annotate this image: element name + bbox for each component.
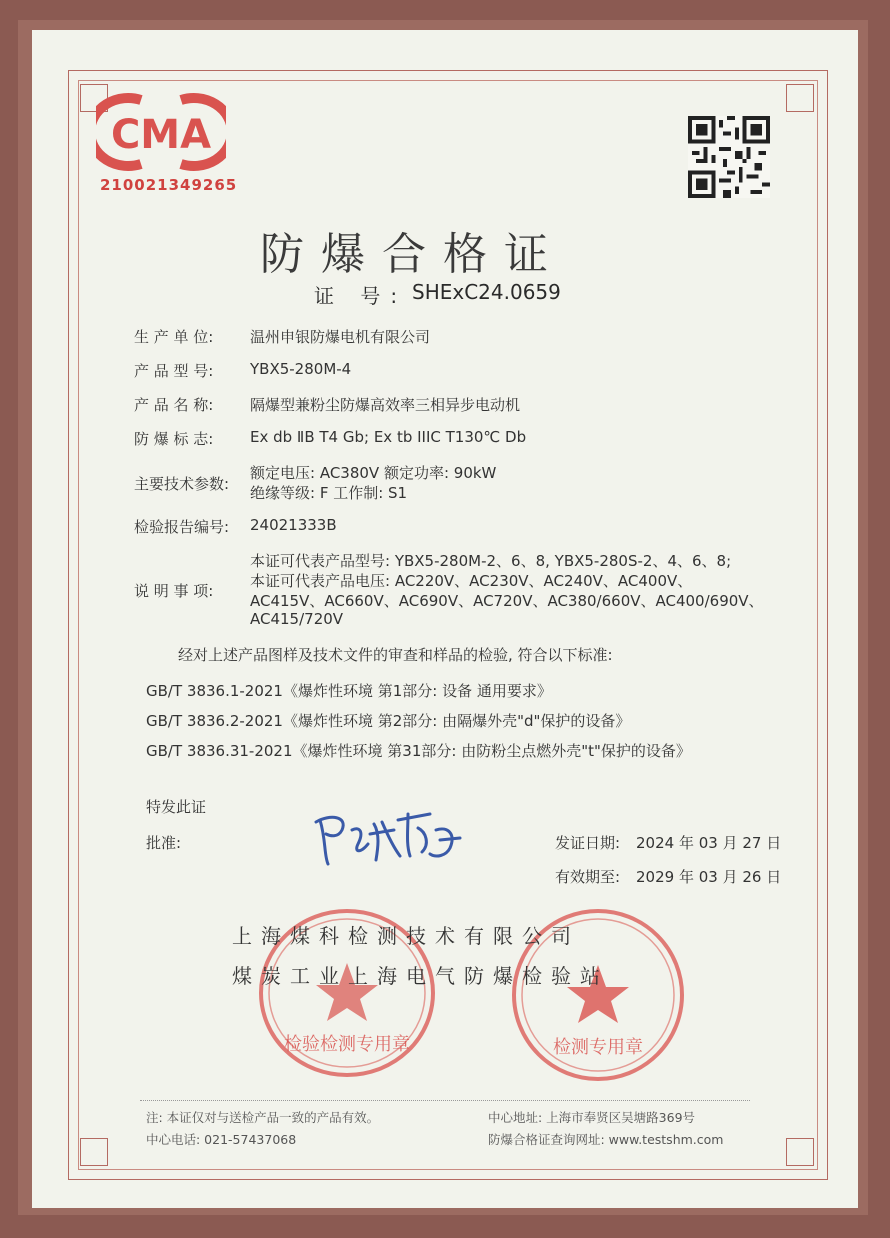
approve-label: 批准: [146,834,182,852]
report-number-value: 24021333B [250,516,337,534]
issue-date-value: 2024 年 03 月 27 日 [636,834,782,852]
special-issue-text: 特发此证 [146,798,207,816]
frame-corner [786,1138,814,1166]
cma-logo [96,92,226,172]
seal-right-text: 检测专用章 [553,1037,643,1058]
model-label: 产 品 型 号: [134,362,214,380]
notes-line: AC415/720V [250,610,344,628]
footer-query-url: 防爆合格证查询网址: www.testshm.com [488,1132,724,1147]
cma-number: 210021349265 [100,176,238,194]
standard-item: GB/T 3836.1-2021《爆炸性环境 第1部分: 设备 通用要求》 [146,682,552,700]
notes-line: 本证可代表产品型号: YBX5-280M-2、6、8, YBX5-280S-2、4、6、8; [250,552,732,570]
product-name-label: 产 品 名 称: [134,396,214,414]
seal-left-text: 检验检测专用章 [284,1034,410,1055]
tech-params-line: 绝缘等级: F 工作制: S1 [250,484,408,502]
issuing-org-primary: 上海煤科检测技术有限公司 [232,924,580,948]
report-number-label: 检验报告编号: [134,518,230,536]
ex-marking-label: 防 爆 标 志: [134,430,214,448]
signature [290,800,480,870]
cert-number-label: 证 号: [314,284,408,308]
manufacturer-label: 生 产 单 位: [134,328,214,346]
valid-until-value: 2029 年 03 月 26 日 [636,868,782,886]
standard-item: GB/T 3836.2-2021《爆炸性环境 第2部分: 由隔爆外壳"d"保护的设备》 [146,712,631,730]
issuing-org-secondary: 煤炭工业上海电气防爆检验站 [232,964,609,988]
notes-label: 说 明 事 项: [134,582,214,600]
tech-params-label: 主要技术参数: [134,475,230,493]
footer-note: 注: 本证仅对与送检产品一致的产品有效。 [146,1110,380,1125]
product-name-value: 隔爆型兼粉尘防爆高效率三相异步电动机 [250,396,521,414]
footer-divider [140,1100,750,1101]
tech-params-line: 额定电压: AC380V 额定功率: 90kW [250,464,497,482]
cert-number: SHExC24.0659 [412,280,561,304]
footer-address: 中心地址: 上海市奉贤区吴塘路369号 [488,1110,696,1125]
cma-logo-text: CMA [110,112,212,158]
certificate-title: 防爆合格证 [260,229,565,280]
qr-code [688,116,770,198]
model-value: YBX5-280M-4 [250,360,352,378]
frame-corner [80,1138,108,1166]
standards-intro: 经对上述产品图样及技术文件的审查和样品的检验, 符合以下标准: [178,646,613,664]
manufacturer-value: 温州申银防爆电机有限公司 [250,328,431,346]
notes-line: AC415V、AC660V、AC690V、AC720V、AC380/660V、AC400/690V、 [250,592,764,610]
standard-item: GB/T 3836.31-2021《爆炸性环境 第31部分: 由防粉尘点燃外壳"t"保护的设备》 [146,742,691,760]
notes-line: 本证可代表产品电压: AC220V、AC230V、AC240V、AC400V、 [250,572,693,590]
footer-phone: 中心电话: 021-57437068 [146,1132,297,1147]
frame-corner [786,84,814,112]
valid-until-label: 有效期至: [555,868,621,886]
issue-date-label: 发证日期: [555,834,621,852]
ex-marking-value: Ex db ⅡB T4 Gb; Ex tb IIIC T130℃ Db [250,428,527,446]
